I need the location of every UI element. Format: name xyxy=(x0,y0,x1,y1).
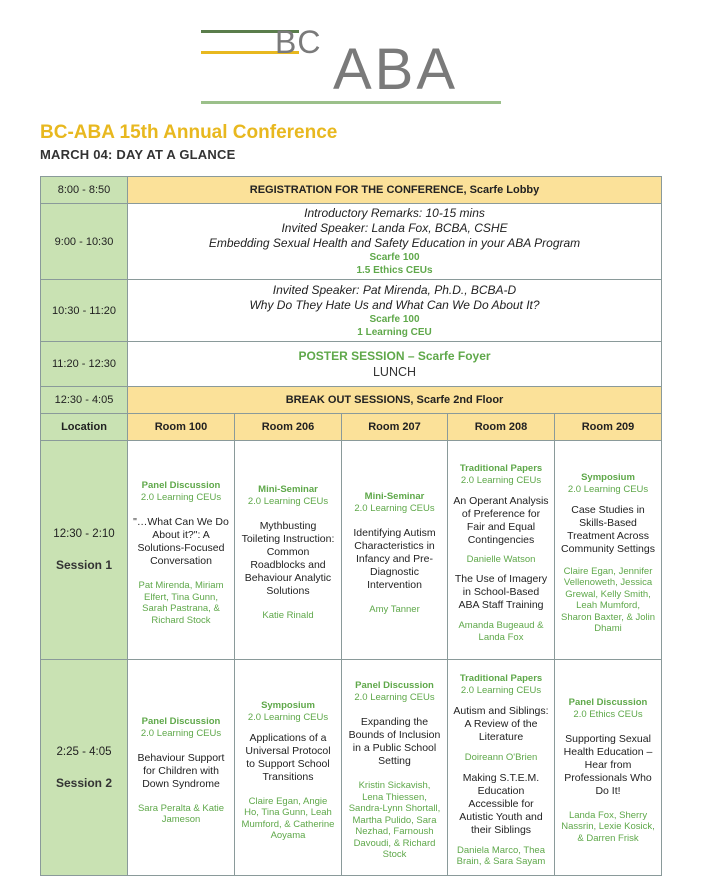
session-ceu: 2.0 Learning CEUs xyxy=(140,727,222,739)
session-1-row xyxy=(41,441,662,660)
session-2-time: 2:25 - 4:05 xyxy=(56,745,112,758)
session-2-time-cell xyxy=(41,660,128,876)
session-1-time: 12:30 - 2:10 xyxy=(53,528,115,540)
session-2-room-206 xyxy=(235,660,342,876)
room-206-header: Room 206 xyxy=(235,414,342,441)
room-100-header: Room 100 xyxy=(128,414,235,441)
session-presenters: Katie Rinald xyxy=(262,610,314,622)
breakout-row xyxy=(41,387,662,414)
registration-text: REGISTRATION FOR THE CONFERENCE, Scarfe Lobby xyxy=(128,177,662,204)
poster-cell xyxy=(128,342,662,387)
session-title: Applications of a Universal Protocol to Support School Transitions xyxy=(245,731,331,783)
registration-time: 8:00 - 8:50 xyxy=(41,177,128,204)
session-type: Symposium xyxy=(581,471,635,483)
session-ceu: 2.0 Learning CEUs xyxy=(354,502,435,514)
intro-line-2: Invited Speaker: Landa Fox, BCBA, CSHE xyxy=(281,221,508,235)
invited-row xyxy=(41,280,662,342)
session-ceu: 2.0 Learning CEUs xyxy=(567,483,649,495)
session-type: Panel Discussion xyxy=(141,715,221,727)
session-type: Panel Discussion xyxy=(568,696,648,708)
session-ceu: 2.0 Learning CEUs xyxy=(247,496,329,508)
session-presenters-2: Daniela Marco, Thea Brain, & Sara Sayam xyxy=(456,844,546,868)
session-2-room-207 xyxy=(342,660,448,876)
logo-bc-text: BC xyxy=(275,24,322,60)
intro-time: 9:00 - 10:30 xyxy=(41,204,128,280)
intro-room: Scarfe 100 xyxy=(369,252,420,263)
breakout-time: 12:30 - 4:05 xyxy=(41,387,128,414)
lunch-label: LUNCH xyxy=(372,365,417,379)
session-type: Traditional Papers xyxy=(459,673,543,685)
bcaba-logo xyxy=(195,18,510,108)
session-title-2: The Use of Imagery in School-Based ABA Staff Training xyxy=(454,573,548,612)
logo-aba-text: ABA xyxy=(333,37,459,102)
invited-cell xyxy=(128,280,662,342)
session-1-label: Session 1 xyxy=(55,558,113,572)
invited-room: Scarfe 100 xyxy=(369,313,420,325)
session-type: Traditional Papers xyxy=(459,462,543,474)
session-type: Mini-Seminar xyxy=(258,484,318,496)
session-title: "…What Can We Do About it?": A Solutions-Focused Conversation xyxy=(133,516,229,567)
session-1-room-100 xyxy=(128,441,235,660)
session-ceu: 2.0 Learning CEUs xyxy=(460,474,542,486)
session-1-room-209 xyxy=(555,441,662,660)
poster-row xyxy=(41,342,662,387)
session-ceu: 2.0 Ethics CEUs xyxy=(573,708,643,720)
session-presenters: Landa Fox, Sherry Nassrin, Lexie Kosick, & Darren Frisk xyxy=(561,809,655,844)
session-1-room-208 xyxy=(448,441,555,660)
room-209-header: Room 209 xyxy=(555,414,662,441)
session-type: Panel Discussion xyxy=(355,680,434,692)
intro-cell xyxy=(128,204,662,280)
session-title: Mythbusting Toileting Instruction: Common Roadblocks and Behaviour Analytic Solutions xyxy=(241,520,335,598)
session-2-room-208 xyxy=(448,660,555,876)
session-title: Case Studies in Skills-Based Treatment Across Community Settings xyxy=(561,503,655,555)
room-207-header: Room 207 xyxy=(342,414,448,441)
session-presenters: Pat Mirenda, Miriam Elfert, Tina Gunn, Sarah Pastrana, & Richard Stock xyxy=(138,580,224,626)
registration-row xyxy=(41,177,662,204)
session-title: Behaviour Support for Children with Down Syndrome xyxy=(137,751,225,790)
session-title: Identifying Autism Characteristics in Infancy and Pre-Diagnostic Intervention xyxy=(353,526,436,591)
session-presenters: Sara Peralta & Katie Jameson xyxy=(137,802,225,825)
session-title-2: Making S.T.E.M. Education Accessible for Autistic Youth and their Siblings xyxy=(459,771,543,836)
conference-title: BC-ABA 15th Annual Conference xyxy=(40,122,338,143)
session-2-room-209 xyxy=(555,660,662,876)
session-2-label: Session 2 xyxy=(55,775,113,790)
session-ceu: 2.0 Learning CEUs xyxy=(460,685,542,697)
intro-line-3: Embedding Sexual Health and Safety Education in your ABA Program xyxy=(208,236,581,250)
session-presenters: Kristin Sickavish, Lena Thiessen, Sandra-Lynn Shortall, Martha Pulido, Sara Nezhad, Farnoush Davoudi, & Richard Stock xyxy=(348,780,441,861)
session-presenters: Danielle Watson xyxy=(466,553,536,565)
session-1-room-206 xyxy=(235,441,342,660)
session-1-room-207 xyxy=(342,441,448,660)
session-ceu: 2.0 Learning CEUs xyxy=(354,692,435,704)
rooms-header-row xyxy=(41,414,662,441)
session-2-room-100 xyxy=(128,660,235,876)
conference-subtitle: MARCH 04: DAY AT A GLANCE xyxy=(40,147,236,162)
invited-ceu: 1 Learning CEU xyxy=(357,326,432,338)
session-presenters: Claire Egan, Jennifer Vellenoweth, Jessica Grewal, Kelly Smith, Leah Mumford, Sharon Baxter, & Jolin Dhami xyxy=(561,565,656,634)
session-presenters-2: Amanda Bugeaud & Landa Fox xyxy=(458,620,544,643)
invited-time: 10:30 - 11:20 xyxy=(41,280,128,342)
intro-ceu: 1.5 Ethics CEUs xyxy=(356,265,433,276)
breakout-text: BREAK OUT SESSIONS, Scarfe 2nd Floor xyxy=(128,387,662,414)
invited-line-2: Why Do They Hate Us and What Can We Do About It? xyxy=(249,297,540,312)
session-type: Symposium xyxy=(261,699,315,711)
intro-line-1: Introductory Remarks: 10-15 mins xyxy=(304,206,485,220)
session-presenters: Claire Egan, Angie Ho, Tina Gunn, Leah Mumford, & Catherine Aoyama xyxy=(241,795,335,841)
session-title: Expanding the Bounds of Inclusion in a Public School Setting xyxy=(348,716,441,768)
invited-line-1: Invited Speaker: Pat Mirenda, Ph.D., BCBA-D xyxy=(272,282,517,297)
session-title: Autism and Siblings: A Review of the Literature xyxy=(453,705,549,744)
schedule-table xyxy=(40,176,662,876)
session-presenters: Doireann O'Brien xyxy=(464,752,538,764)
session-ceu: 2.0 Learning CEUs xyxy=(140,492,222,503)
poster-time: 11:20 - 12:30 xyxy=(41,342,128,387)
session-presenters: Amy Tanner xyxy=(369,603,420,615)
location-header: Location xyxy=(41,414,128,441)
session-type: Mini-Seminar xyxy=(364,490,425,502)
session-title: An Operant Analysis of Preference for Fair and Equal Contingencies xyxy=(453,494,549,546)
intro-row xyxy=(41,204,662,280)
poster-title: POSTER SESSION – Scarfe Foyer xyxy=(298,349,491,363)
session-1-time-cell xyxy=(41,441,128,660)
room-208-header: Room 208 xyxy=(448,414,555,441)
session-title: Supporting Sexual Health Education – Hear from Professionals Who Do It! xyxy=(563,732,653,797)
session-type: Panel Discussion xyxy=(141,480,221,491)
session-2-row xyxy=(41,660,662,876)
session-ceu: 2.0 Learning CEUs xyxy=(247,711,329,723)
